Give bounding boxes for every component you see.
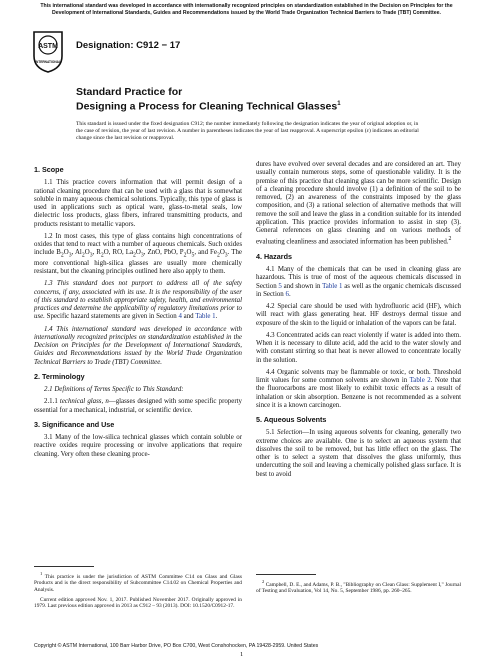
section-5-link[interactable]: 5 [278,282,282,290]
footnote-2: $^2$ Campbell, D. E., and Adams, P. B., "Bibliography on Clean Glass: Supplement I," Journal of Testing and Evaluation, Vol 14, No. 5, September 1986, pp. 260–265. [256,579,461,595]
paragraph-1-4: 1.4 This international standard was developed in accordance with internationally recognized principles on standardization established in the Decision on Principles for the Development of International Standards, Guides and Recommendations issued by the World Trade Organization Technical Barriers to Trade (TBT) Committee. [34,325,242,366]
section-heading-hazards: 4. Hazards [256,251,292,261]
paragraph-1-3: 1.3 This standard does not purport to address all of the safety concerns, if any, associated with its use. It is the responsibility of the user of this standard to establish appropriate safety, health, and environmental practices and determine the applicability of regulatory limitations prior to use. Specific hazard statements are given in Section 4 and Table 1. [34,280,242,321]
footnote-left [34,566,242,613]
international-notice: This international standard was developed in accordance with internationally recognized principles on standardization established in the Decision on Principles for the Development of International Standards, Guides and Recommendations issued by the World Trade Organization Technical Barriers to Trade (TBT) Committee. [40,3,453,16]
paragraph-1-2: 1.2 In most cases, this type of glass contains high concentrations of oxides that tend to react with a number of aqueous chemicals. Such oxides include $B_2O_3$, $Al_2O_3$, $R_2O$, RO, $La_2O_3$, ZnO, PbO, $P_2O_5$, and $Fe_2O_3$. The more conventional high-silica glasses are usually more chemically resistant, but the cleaning principles outlined here also apply to them. [34,232,242,276]
page-number: 1 [240,651,244,658]
left-column [34,160,242,463]
paragraph-4-3: 4.3 Concentrated acids can react violently if water is added into them. When it is necessary to dilute acid, add the acid to the water slowly and with constant stirring so that heat is never allowed to concentrate locally in the solution. [256,331,461,364]
paragraph-3-1: 3.1 Many of the low-silica technical glasses which contain soluble or reactive oxides require processing or involve applications that require cleaning. Very often these cleaning proce- [34,434,242,458]
designation: Designation: C912 − 17 [76,40,181,51]
footnote-right [256,574,461,598]
paragraph-4-4: 4.4 Organic solvents may be flammable or toxic, or both. Threshold limit values for some common solvents are shown in Table 2. Note that the fluorocarbons are most likely to exhibit toxic effects as a result of inhalation or skin absorption. Benzene is not recommended as a solvent since it is a known carcinogen. [256,368,462,409]
table-2-link[interactable]: Table 2 [409,377,431,385]
table-1-link[interactable]: Table 1 [322,282,343,290]
astm-logo [31,30,65,74]
footnote-1-edition: Current edition approved Nov. 1, 2017. Published November 2017. Originally approved in 1979. Last previous edition approved in 2013 as C912 – 93 (2013). DOI: 10.1520/C0912-17. [34,596,242,610]
paragraph-2-1-1: 2.1.1 technical glass, n—glasses designed with some specific property essential for a mechanical, industrial, or scientific device. [34,398,242,414]
section-heading-terminology: 2. Terminology [34,371,85,381]
paragraph-5-1: 5.1 Selection—In using aqueous solvents for cleaning, generally two extreme choices are available. One is to select an aqueous system that dissolves the soil to be removed, but has little effect on the glass. The other is to select a system that dissolves the glass uniformly, thus undercutting the soil and leaving a chemically polished glass surface. It is best to avoid [256,429,461,478]
title-line-1: Standard Practice for [76,86,183,98]
section-4-link[interactable]: 4 [178,313,182,321]
paragraph-2-1: 2.1 Definitions of Terms Specific to This Standard: [44,386,184,394]
footnote-1: $^1$ This practice is under the jurisdiction of ASTM Committee C14 on Glass and Glass Products and is the direct responsibility of Subcommittee C14.02 on Chemical Properties and Analysis. [34,571,242,593]
copyright-footer: Copyright © ASTM International, 100 Barr Harbor Drive, PO Box C700, West Conshohocken, PA 19428-2959. United States [34,643,319,649]
title-line-2: Designing a Process for Cleaning Technical Glasses$^1$ [76,100,341,113]
paragraph-3-1-continued: dures have evolved over several decades and are considered an art. They usually contain numerous steps, some of questionable validity. It is the premise of this practice that cleaning glass can be more scientific. Design of a cleaning procedure should involve (1) a definition of the soil to be removed, (2) an awareness of the constraints imposed by the glass composition, and (3) a rational selection of alternative methods that will remove the soil and leave the glass in a condition suitable for its intended application. This practice provides information to assist in step (3). General references on glass cleaning and on various methods of evaluating cleanliness and associated information has been published.$^2$ [256,161,461,246]
document-title [76,86,341,113]
paragraph-4-2: 4.2 Special care should be used with hydrofluoric acid (HF), which will react with glass generating heat. HF destroys dermal tissue and exposure of the skin to the liquid or inhalation of the vapors can be fatal. [256,303,461,327]
paragraph-1-1: 1.1 This practice covers information that will permit design of a rational cleaning procedure that can be used with a glass that is somewhat soluble in many aqueous chemical solutions. Typically, this type of glass is used in applications such as optical ware, glass-to-metal seals, low dielectric loss products, glass fibers, infrared transmitting products, and products resistant to metallic vapors. [34,179,242,228]
right-column [256,161,461,483]
section-6-link[interactable]: 6 [285,290,289,298]
section-heading-aqueous-solvents: 5. Aqueous Solvents [256,415,327,425]
section-heading-significance: 3. Significance and Use [34,419,115,429]
svg-text:ASTM: ASTM [38,43,58,50]
svg-text:INTERNATIONAL: INTERNATIONAL [35,60,61,64]
table-1-link[interactable]: Table 1 [195,313,216,321]
paragraph-4-1: 4.1 Many of the chemicals that can be used in cleaning glass are hazardous. This is true of most of the aqueous chemicals discussed in Section 5 and shown in Table 1 as well as the organic chemicals discussed in Section 6. [256,266,461,298]
issuance-note: This standard is issued under the fixed designation C912; the number immediately following the designation indicates the year of original adoption or, in the case of revision, the year of last revision. A number in parentheses indicates the year of last reapproval. A superscript epsilon (ε) indicates an editorial change since the last revision or reapproval. [76,121,419,141]
section-heading-scope: 1. Scope [34,165,64,174]
footnote-rule [256,574,316,575]
footnote-rule [34,566,94,567]
